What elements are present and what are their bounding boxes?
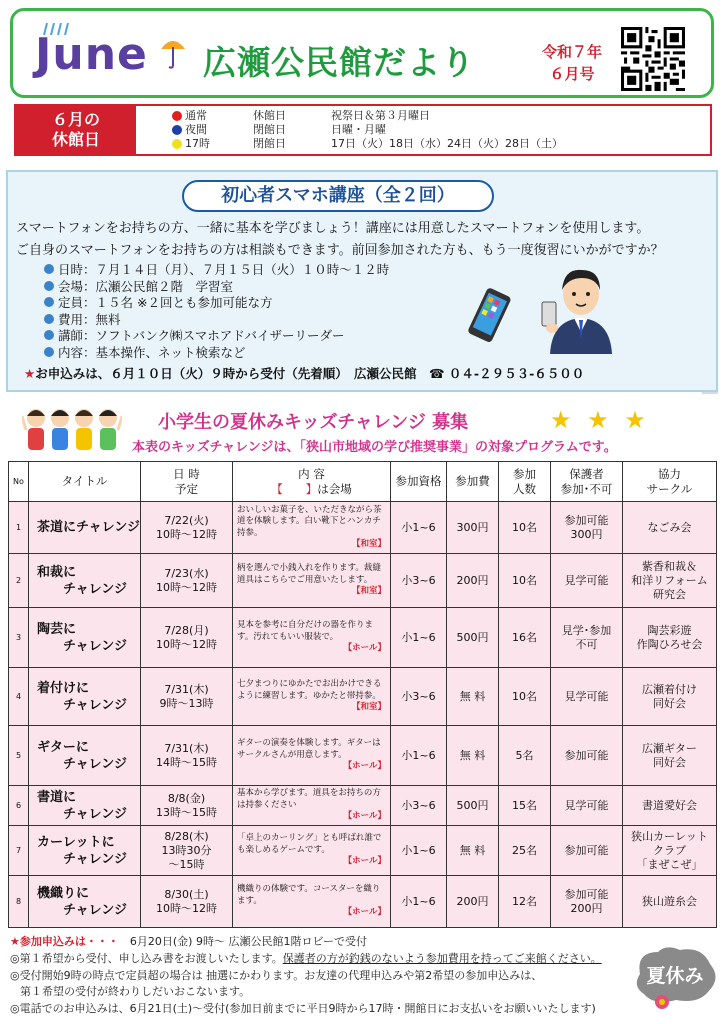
row-no: 6 <box>9 786 29 826</box>
closed-type: 通常 <box>185 109 207 122</box>
star-icon: ★ <box>10 935 20 948</box>
row-title: 陶芸に チャレンジ <box>29 608 141 668</box>
closed-kind: 休館日 <box>253 109 286 122</box>
row-partner: 陶芸彩遊 作陶ひろせ会 <box>623 608 717 668</box>
row-venue: 【ホール】 <box>343 907 386 918</box>
row-title: カーレットに チャレンジ <box>29 826 141 876</box>
row-capacity: 12名 <box>499 876 551 928</box>
row-no: 5 <box>9 726 29 786</box>
row-fee: 無 料 <box>447 726 499 786</box>
closed-days-list <box>172 109 563 151</box>
closed-days-panel <box>14 104 712 156</box>
bullet-icon <box>44 314 54 324</box>
row-description: 基本から学びます。道具をお持ちの方は持参ください 【ホール】 <box>233 786 391 826</box>
course-title: 初心者スマホ講座（全２回） <box>182 180 494 212</box>
row-fee: 200円 <box>447 554 499 608</box>
row-partner: 書道愛好会 <box>623 786 717 826</box>
row-eligibility: 小1~6 <box>391 502 447 554</box>
table-header-row <box>9 462 717 502</box>
row-partner: 狭山カーレット クラブ 「まぜこぜ」 <box>623 826 717 876</box>
row-venue: 【ホール】 <box>343 856 386 867</box>
row-title: ギターに チャレンジ <box>29 726 141 786</box>
row-description: 見本を参考に自分だけの器を作ります。汚れてもいい服装で。 【ホール】 <box>233 608 391 668</box>
row-capacity: 10名 <box>499 502 551 554</box>
row-fee: 200円 <box>447 876 499 928</box>
course-detail-item: 講師：ソフトバンク㈱スマホアドバイザーリーダー <box>44 328 389 345</box>
umbrella-icon <box>159 35 187 69</box>
table-row <box>9 554 717 608</box>
closed-row <box>172 109 563 123</box>
header-date: 日 時 予定 <box>141 462 233 502</box>
row-venue: 【和室】 <box>351 586 386 597</box>
row-description: 機織りの体験です。コースターを織ります。 【ホール】 <box>233 876 391 928</box>
row-description: おいしいお菓子を、いただきながら茶道を体験します。白い靴下とハンカチ持参。 【和室】 <box>233 502 391 554</box>
row-date: 7/31(木) 14時～15時 <box>141 726 233 786</box>
closed-kind: 閉館日 <box>253 123 286 136</box>
row-date: 8/28(木) 13時30分 ～15時 <box>141 826 233 876</box>
course-intro-line1: スマートフォンをお持ちの方、一緒に基本を学びましょう！講座には用意したスマートフォンを使用します。 <box>16 221 650 236</box>
row-guardian: 見学可能 <box>551 554 623 608</box>
footer-line: ◎受付開始9時の時点で定員超の場合は 抽選にかわります。お友達の代理申込みや第2希望の参加申込みは、 <box>10 968 543 982</box>
smartphone-icon <box>462 288 516 344</box>
row-capacity: 16名 <box>499 608 551 668</box>
row-guardian: 見学可能 <box>551 668 623 726</box>
closed-row <box>172 137 563 151</box>
row-capacity: 10名 <box>499 554 551 608</box>
row-date: 7/28(月) 10時～12時 <box>141 608 233 668</box>
course-intro-line2: ご自身のスマートフォンをお持ちの方は相談もできます。前回参加された方も、もう一度復習にいかがですか？ <box>16 243 664 258</box>
table-row <box>9 786 717 826</box>
kids-challenge-table <box>8 461 717 928</box>
row-partner: 広瀬ギター 同好会 <box>623 726 717 786</box>
course-intro <box>16 218 706 262</box>
row-description: 七夕まつりにゆかたでお出かけできるように練習します。ゆかたと帯持参。 【和室】 <box>233 668 391 726</box>
closed-type: 夜間 <box>185 123 207 136</box>
issue-date <box>533 41 611 85</box>
footer-line: ◎第１希望から受付、申し込み書をお渡しいたします。保護者の方が釣銭のないよう参加費用を持ってご来館ください。 <box>10 951 602 965</box>
row-no: 1 <box>9 502 29 554</box>
row-venue: 【ホール】 <box>343 811 386 822</box>
header-banner <box>10 8 714 98</box>
course-detail-item: 日時：７月１４日（月）、７月１５日（火）１０時～１２時 <box>44 262 389 279</box>
row-guardian: 参加可能 <box>551 726 623 786</box>
closed-days-text: 17日（火）18日（水）24日（火）28日（土） <box>331 137 563 150</box>
closed-days-text: 祝祭日＆第３月曜日 <box>331 109 430 122</box>
footer-notes <box>10 934 650 1018</box>
row-capacity: 25名 <box>499 826 551 876</box>
row-description: 柄を選んで小銭入れを作ります。裁縫道具はこちらでご用意いたします。 【和室】 <box>233 554 391 608</box>
row-venue: 【ホール】 <box>343 761 386 772</box>
course-detail-item: 会場：広瀬公民館２階 学習室 <box>44 279 389 296</box>
course-detail-item: 費用：無料 <box>44 312 389 329</box>
newsletter-title: 広瀬公民館だより <box>203 43 475 82</box>
advisor-illustration-icon <box>540 262 622 354</box>
course-apply <box>24 364 584 382</box>
row-venue: 【ホール】 <box>343 643 386 654</box>
row-title: 機織りに チャレンジ <box>29 876 141 928</box>
bullet-icon <box>44 281 54 291</box>
header-no: No <box>9 462 29 502</box>
table-row <box>9 876 717 928</box>
row-date: 7/31(木) 9時～13時 <box>141 668 233 726</box>
row-guardian: 参加可能 300円 <box>551 502 623 554</box>
table-row <box>9 502 717 554</box>
closed-kind: 閉館日 <box>253 137 286 150</box>
row-eligibility: 小1~6 <box>391 608 447 668</box>
closed-days-label <box>16 106 136 154</box>
row-no: 3 <box>9 608 29 668</box>
header-title: タイトル <box>29 462 141 502</box>
row-partner: なごみ会 <box>623 502 717 554</box>
bullet-icon <box>44 330 54 340</box>
table-row <box>9 668 717 726</box>
course-apply-text: お申込みは、６月１０日（火）９時から受付（先着順） 広瀬公民館 ☎ ０４-２９５３-６５００ <box>35 366 585 381</box>
course-detail-item: 定員：１５名 ※２回とも参加可能な方 <box>44 295 389 312</box>
row-title: 着付けに チャレンジ <box>29 668 141 726</box>
row-fee: 無 料 <box>447 826 499 876</box>
row-eligibility: 小1~6 <box>391 826 447 876</box>
row-eligibility: 小1~6 <box>391 726 447 786</box>
header-partner: 協力 サークル <box>623 462 717 502</box>
table-row <box>9 826 717 876</box>
row-description: ギターの演奏を体験します。ギターはサークルさんが用意します。 【ホール】 <box>233 726 391 786</box>
summer-badge-text: 夏休み <box>646 965 704 987</box>
row-fee: 300円 <box>447 502 499 554</box>
row-description: 「卓上のカーリング」とも呼ばれ誰でも楽しめるゲームです。 【ホール】 <box>233 826 391 876</box>
row-no: 8 <box>9 876 29 928</box>
red-dot-icon <box>172 111 182 121</box>
row-date: 7/23(水) 10時～12時 <box>141 554 233 608</box>
era-year: 令和７年 <box>541 43 602 61</box>
row-date: 7/22(火) 10時～12時 <box>141 502 233 554</box>
row-venue: 【和室】 <box>351 702 386 713</box>
issue-month: ６月号 <box>549 65 595 83</box>
footer-line: 第１希望の受付が終わりしだいおこないます。 <box>20 985 251 999</box>
row-eligibility: 小3~6 <box>391 554 447 608</box>
row-partner: 広瀬着付け 同好会 <box>623 668 717 726</box>
row-venue: 【和室】 <box>351 539 386 549</box>
row-no: 2 <box>9 554 29 608</box>
summer-vacation-badge-icon <box>632 944 718 1010</box>
kids-challenge-title: 小学生の夏休みキッズチャレンジ 募集 <box>158 412 469 433</box>
header-guardian: 保護者 参加･不可 <box>551 462 623 502</box>
star-icons: ★ ★ ★ <box>550 406 650 434</box>
row-fee: 500円 <box>447 608 499 668</box>
row-fee: 500円 <box>447 786 499 826</box>
row-guardian: 参加可能 <box>551 826 623 876</box>
yellow-dot-icon <box>172 139 182 149</box>
footer-apply-line <box>10 934 650 951</box>
closed-label-line1: ６月の <box>51 110 100 129</box>
row-eligibility: 小1~6 <box>391 876 447 928</box>
row-partner: 紫香和裁＆ 和洋リフォーム 研究会 <box>623 554 717 608</box>
row-title: 茶道にチャレンジ <box>29 502 141 554</box>
row-date: 8/30(土) 10時～12時 <box>141 876 233 928</box>
table-row <box>9 608 717 668</box>
row-date: 8/8(金) 13時～15時 <box>141 786 233 826</box>
bullet-icon <box>44 347 54 357</box>
row-capacity: 5名 <box>499 726 551 786</box>
header-eligibility: 参加資格 <box>391 462 447 502</box>
row-fee: 無 料 <box>447 668 499 726</box>
row-capacity: 15名 <box>499 786 551 826</box>
star-icon: ★ <box>24 366 36 381</box>
table-row <box>9 726 717 786</box>
closed-row <box>172 123 563 137</box>
row-guardian: 見学可能 <box>551 786 623 826</box>
row-guardian: 見学･参加 不可 <box>551 608 623 668</box>
row-title: 書道に チャレンジ <box>29 786 141 826</box>
closed-label-line2: 休館日 <box>51 130 100 149</box>
row-title: 和裁に チャレンジ <box>29 554 141 608</box>
header-fee: 参加費 <box>447 462 499 502</box>
course-detail-item: 内容：基本操作、ネット検索など <box>44 345 389 362</box>
row-eligibility: 小3~6 <box>391 668 447 726</box>
header-capacity: 参加 人数 <box>499 462 551 502</box>
blue-dot-icon <box>172 125 182 135</box>
row-no: 4 <box>9 668 29 726</box>
header-content: 内 容 【 】は会場 <box>233 462 391 502</box>
course-details <box>44 262 389 361</box>
closed-type: 17時 <box>185 137 210 150</box>
row-partner: 狭山遊糸会 <box>623 876 717 928</box>
row-no: 7 <box>9 826 29 876</box>
bullet-icon <box>44 297 54 307</box>
footer-line: ◎電話でのお申込みは、6月21日(土)～受付(参加日前までに平日9時から17時・開館日にお支払いをお願いいたします) <box>10 1002 596 1016</box>
kids-challenge-subtitle: 本表のキッズチャレンジは、「狭山市地域の学び推奨事業」の対象プログラムです。 <box>132 440 617 455</box>
apply-label: 参加申込みは・・・ <box>19 935 119 948</box>
qr-code-icon[interactable] <box>621 27 685 91</box>
closed-days-text: 日曜・月曜 <box>331 123 386 136</box>
apply-text: 6月20日(金) 9時～ 広瀬公民館1階ロビーで受付 <box>129 935 368 948</box>
bullet-icon <box>44 264 54 274</box>
children-illustration-icon <box>22 404 122 462</box>
row-guardian: 参加可能 200円 <box>551 876 623 928</box>
month-logo: June <box>35 29 148 80</box>
row-capacity: 10名 <box>499 668 551 726</box>
row-eligibility: 小3~6 <box>391 786 447 826</box>
